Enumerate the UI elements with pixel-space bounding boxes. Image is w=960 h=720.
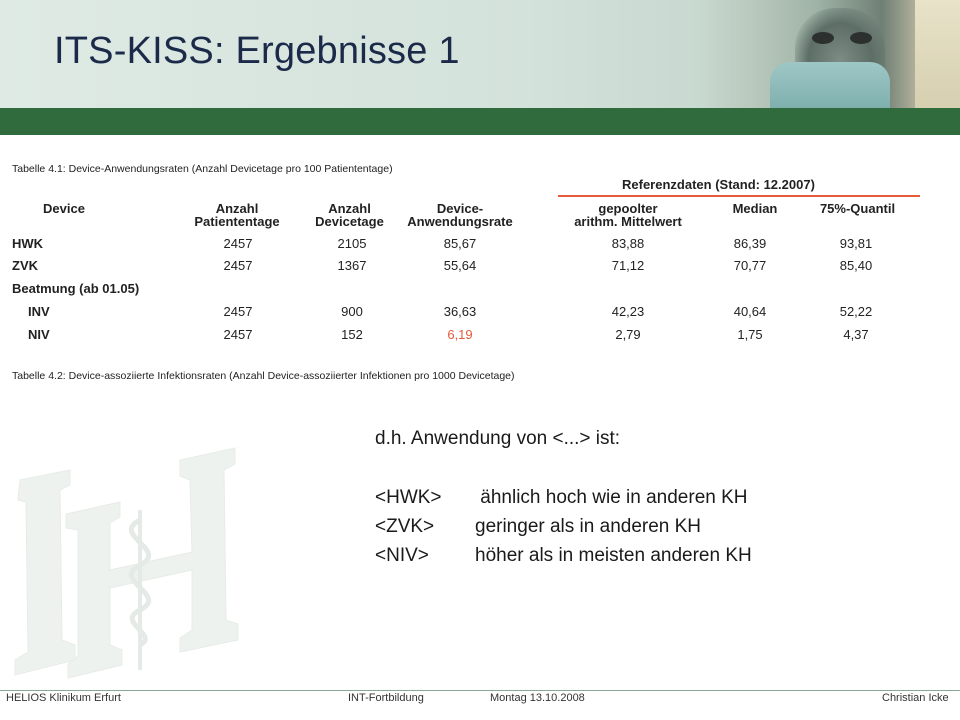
cell-inv-mittelwert: 42,23 (611, 304, 645, 319)
row-label-niv: NIV (28, 327, 50, 342)
cell-niv-rate-highlighted: 6,19 (447, 327, 473, 342)
cell-hwk-median: 86,39 (733, 236, 767, 251)
cell-niv-quantil: 4,37 (843, 327, 869, 342)
cell-inv-median: 40,64 (733, 304, 767, 319)
header-anwendungsrate (395, 202, 525, 228)
row-label-inv: INV (28, 304, 50, 319)
conclusion-intro: d.h. Anwendung von <...> ist: (375, 428, 621, 449)
header-gepoolter-line2: arithm. Mittelwert (574, 214, 682, 229)
header-patiententage-line1: Anzahl (215, 201, 259, 216)
header-patiententage-line2: Patiententage (194, 214, 280, 229)
header-device: Device (43, 201, 85, 216)
table-caption-4-1: Tabelle 4.1: Device-Anwendungsraten (Anzahl Devicetage pro 100 Patiententage) (12, 163, 393, 175)
conclusion-tag-hwk: <HWK> (375, 487, 442, 508)
cell-zvk-mittelwert: 71,12 (611, 258, 645, 273)
conclusion-text-zvk: geringer als in anderen KH (475, 516, 702, 537)
reference-group-title: Referenzdaten (Stand: 12.2007) (622, 177, 815, 192)
table-caption-4-2: Tabelle 4.2: Device-assoziierte Infektionsraten (Anzahl Device-assoziierter Infektionen pro 1000 Devicetage) (12, 370, 515, 382)
cell-zvk-quantil: 85,40 (839, 258, 873, 273)
cell-hwk-mittelwert: 83,88 (611, 236, 645, 251)
header-anwendungsrate-line1: Device- (436, 201, 484, 216)
footer-event: INT-Fortbildung (348, 692, 424, 704)
slide-title: ITS-KISS: Ergebnisse 1 (54, 30, 460, 72)
surgical-mask (770, 62, 890, 108)
header-median: Median (732, 201, 778, 216)
cell-zvk-patiententage: 2457 (223, 258, 253, 273)
row-label-zvk: ZVK (12, 258, 38, 273)
row-label-beatmung: Beatmung (ab 01.05) (12, 281, 140, 296)
conclusion-text (375, 424, 752, 570)
eye-right (850, 32, 872, 44)
conclusion-text-niv: höher als in meisten anderen KH (475, 545, 752, 566)
header-gepoolter-mittelwert (558, 202, 698, 228)
cell-niv-devicetage: 152 (341, 327, 363, 342)
footer-date: Montag 13.10.2008 (490, 692, 585, 704)
cell-niv-median: 1,75 (737, 327, 763, 342)
conclusion-tag-niv: <NIV> (375, 545, 429, 566)
header-photo (700, 0, 960, 108)
slide-header (0, 0, 960, 108)
cell-inv-patiententage: 2457 (223, 304, 253, 319)
cell-inv-rate: 36,63 (443, 304, 477, 319)
cell-hwk-rate: 85,67 (443, 236, 477, 251)
conclusion-line-zvk (375, 512, 752, 541)
device-rates-table (10, 150, 950, 390)
cell-hwk-patiententage: 2457 (223, 236, 253, 251)
header-devicetage-line2: Devicetage (315, 214, 384, 229)
lamp (915, 0, 960, 108)
cell-hwk-devicetage: 2105 (337, 236, 367, 251)
header-gepoolter-line1: gepoolter (598, 201, 658, 216)
conclusion-line-hwk (375, 483, 752, 512)
header-devicetage (302, 202, 397, 228)
reference-underline (558, 195, 920, 197)
header-patiententage (182, 202, 292, 228)
footer-divider (0, 690, 960, 691)
cell-zvk-median: 70,77 (733, 258, 767, 273)
cell-hwk-quantil: 93,81 (839, 236, 873, 251)
cell-zvk-rate: 55,64 (443, 258, 477, 273)
conclusion-text-hwk: ähnlich hoch wie in anderen KH (475, 487, 748, 508)
header-75-quantil: 75%-Quantil (819, 201, 896, 216)
conclusion-tag-zvk: <ZVK> (375, 516, 435, 537)
cell-niv-patiententage: 2457 (223, 327, 253, 342)
header-anwendungsrate-line2: Anwendungsrate (407, 214, 513, 229)
conclusion-line-niv (375, 541, 752, 570)
cell-inv-devicetage: 900 (341, 304, 363, 319)
eye-left (812, 32, 834, 44)
helios-watermark-logo (0, 440, 300, 690)
spacer (375, 453, 752, 483)
footer-organization: HELIOS Klinikum Erfurt (6, 692, 121, 704)
cell-inv-quantil: 52,22 (839, 304, 873, 319)
row-label-hwk: HWK (12, 236, 44, 251)
header-green-bar (0, 108, 960, 135)
cell-niv-mittelwert: 2,79 (615, 327, 641, 342)
header-devicetage-line1: Anzahl (328, 201, 371, 216)
footer-author: Christian Icke (882, 692, 949, 704)
cell-zvk-devicetage: 1367 (337, 258, 367, 273)
